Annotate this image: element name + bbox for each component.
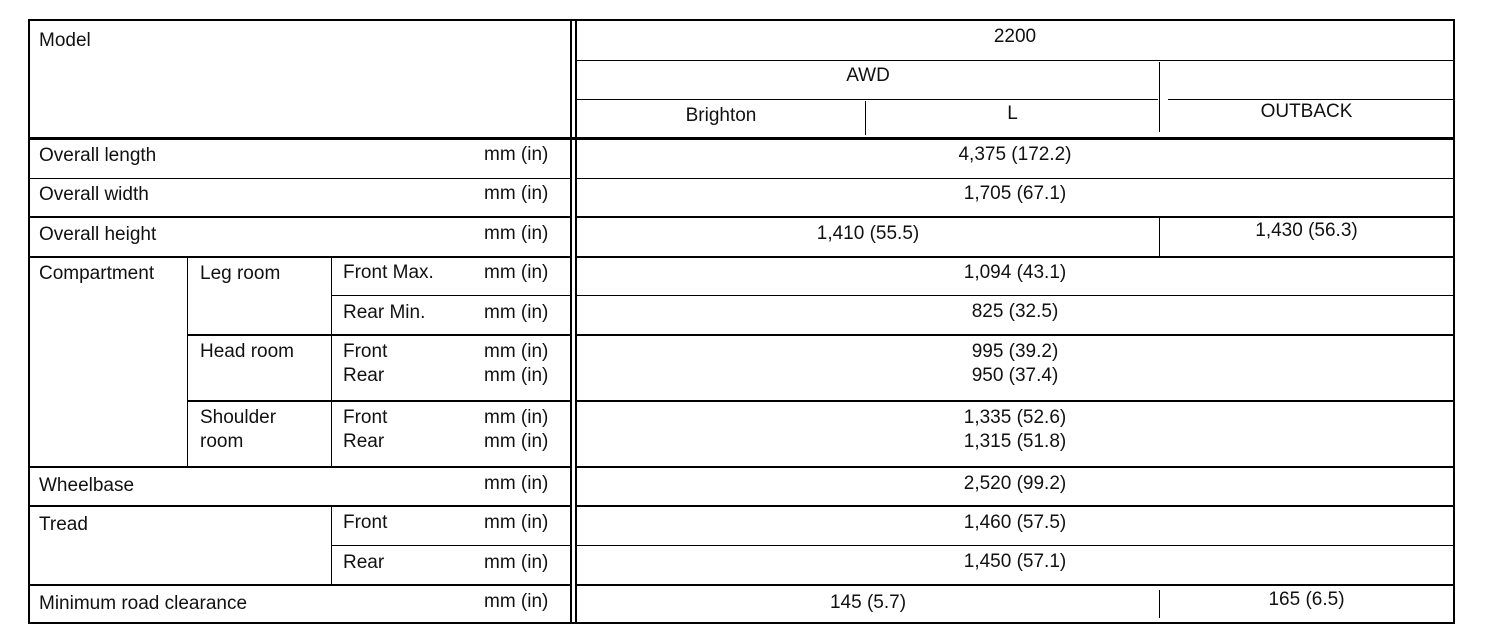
shoulder-room-front-label: Front xyxy=(343,407,388,428)
wheelbase-unit: mm (in) xyxy=(484,473,549,494)
row-line-compartment xyxy=(28,466,572,468)
tread-divider xyxy=(331,506,332,585)
tread-front-unit: mm (in) xyxy=(484,512,549,533)
leg-room-front-unit: mm (in) xyxy=(484,262,549,283)
overall-height-value-awd: 1,410 (55.5) xyxy=(816,223,920,244)
overall-height-value-outback: 1,430 (56.3) xyxy=(1255,220,1358,241)
row-line-height xyxy=(28,256,572,258)
leg-room-front-value: 1,094 (43.1) xyxy=(963,262,1067,283)
min-clearance-label: Minimum road clearance xyxy=(39,593,248,614)
head-room-front-label: Front xyxy=(343,341,388,362)
row-line-legroom xyxy=(188,334,572,336)
tread-label: Tread xyxy=(39,514,88,535)
leg-room-label: Leg room xyxy=(200,263,281,284)
compartment-label: Compartment xyxy=(39,263,155,284)
tread-rear-label: Rear xyxy=(343,552,385,573)
value-line-length xyxy=(575,178,1455,179)
shoulder-room-rear-label: Rear xyxy=(343,431,385,452)
table-border-left xyxy=(28,19,30,624)
wheelbase-value: 2,520 (99.2) xyxy=(963,473,1067,494)
value-line-headroom xyxy=(575,400,1455,402)
row-line-legfront xyxy=(332,295,572,296)
model-label: Model xyxy=(39,30,91,51)
shoulder-room-label-line2: room xyxy=(200,431,244,452)
row-line-width xyxy=(28,216,572,218)
value-line-compartment xyxy=(575,466,1455,468)
leg-room-rear-label: Rear Min. xyxy=(343,302,426,323)
head-room-rear-value: 950 (37.4) xyxy=(971,365,1059,386)
overall-length-value: 4,375 (172.2) xyxy=(958,144,1072,165)
min-clearance-unit: mm (in) xyxy=(484,591,549,612)
value-line-legroom xyxy=(575,334,1455,336)
table-border-bottom xyxy=(28,622,1455,624)
min-clearance-value-outback: 165 (6.5) xyxy=(1268,589,1345,610)
shoulder-room-rear-unit: mm (in) xyxy=(484,431,549,452)
table-border-top xyxy=(28,19,1455,21)
value-line-legfront xyxy=(575,295,1455,296)
tread-front-label: Front xyxy=(343,512,388,533)
leg-room-rear-unit: mm (in) xyxy=(484,302,549,323)
shoulder-room-front-value: 1,335 (52.6) xyxy=(963,407,1067,428)
drive-type: AWD xyxy=(846,65,890,86)
row-line-length xyxy=(28,178,572,179)
shoulder-room-label-line1: Shoulder xyxy=(200,407,277,428)
model-value: 2200 xyxy=(993,26,1037,47)
value-line-width xyxy=(575,216,1455,218)
header-bottom-line xyxy=(28,137,1455,140)
row-line-wheelbase xyxy=(28,505,572,507)
overall-length-label: Overall length xyxy=(39,145,157,166)
value-line-tread xyxy=(575,584,1455,586)
head-room-front-unit: mm (in) xyxy=(484,341,549,362)
min-clearance-value-awd: 145 (5.7) xyxy=(829,592,907,613)
row-line-treadfront xyxy=(332,545,572,546)
head-room-rear-label: Rear xyxy=(343,365,385,386)
shoulder-room-front-unit: mm (in) xyxy=(484,407,549,428)
trim-l: L xyxy=(1007,103,1018,124)
compartment-divider xyxy=(187,257,188,467)
value-line-wheelbase xyxy=(575,505,1455,507)
trim-brighton: Brighton xyxy=(685,105,757,126)
head-room-front-value: 995 (39.2) xyxy=(971,341,1059,362)
leg-room-front-label: Front Max. xyxy=(343,262,434,283)
head-room-rear-unit: mm (in) xyxy=(484,365,549,386)
value-line-height xyxy=(575,256,1455,258)
overall-length-unit: mm (in) xyxy=(484,144,549,165)
tread-rear-unit: mm (in) xyxy=(484,552,549,573)
header-line-awd xyxy=(575,99,1158,100)
overall-height-label: Overall height xyxy=(39,224,157,245)
subcategory-divider xyxy=(331,257,332,467)
wheelbase-label: Wheelbase xyxy=(39,475,135,496)
header-line-model xyxy=(575,60,1455,61)
header-line-outback xyxy=(1168,99,1455,100)
overall-width-value: 1,705 (67.1) xyxy=(963,183,1067,204)
overall-width-label: Overall width xyxy=(39,184,149,205)
leg-room-rear-value: 825 (32.5) xyxy=(971,301,1059,322)
shoulder-room-rear-value: 1,315 (51.8) xyxy=(963,431,1067,452)
tread-front-value: 1,460 (57.5) xyxy=(963,512,1067,533)
section-divider-left xyxy=(570,19,572,624)
row-line-tread xyxy=(28,584,572,586)
tread-rear-value: 1,450 (57.1) xyxy=(963,551,1067,572)
row-line-headroom xyxy=(188,400,572,402)
head-room-label: Head room xyxy=(200,341,294,362)
overall-height-unit: mm (in) xyxy=(484,223,549,244)
overall-width-unit: mm (in) xyxy=(484,183,549,204)
value-line-treadfront xyxy=(575,545,1455,546)
table-border-right xyxy=(1453,19,1455,624)
trim-outback: OUTBACK xyxy=(1260,101,1353,122)
